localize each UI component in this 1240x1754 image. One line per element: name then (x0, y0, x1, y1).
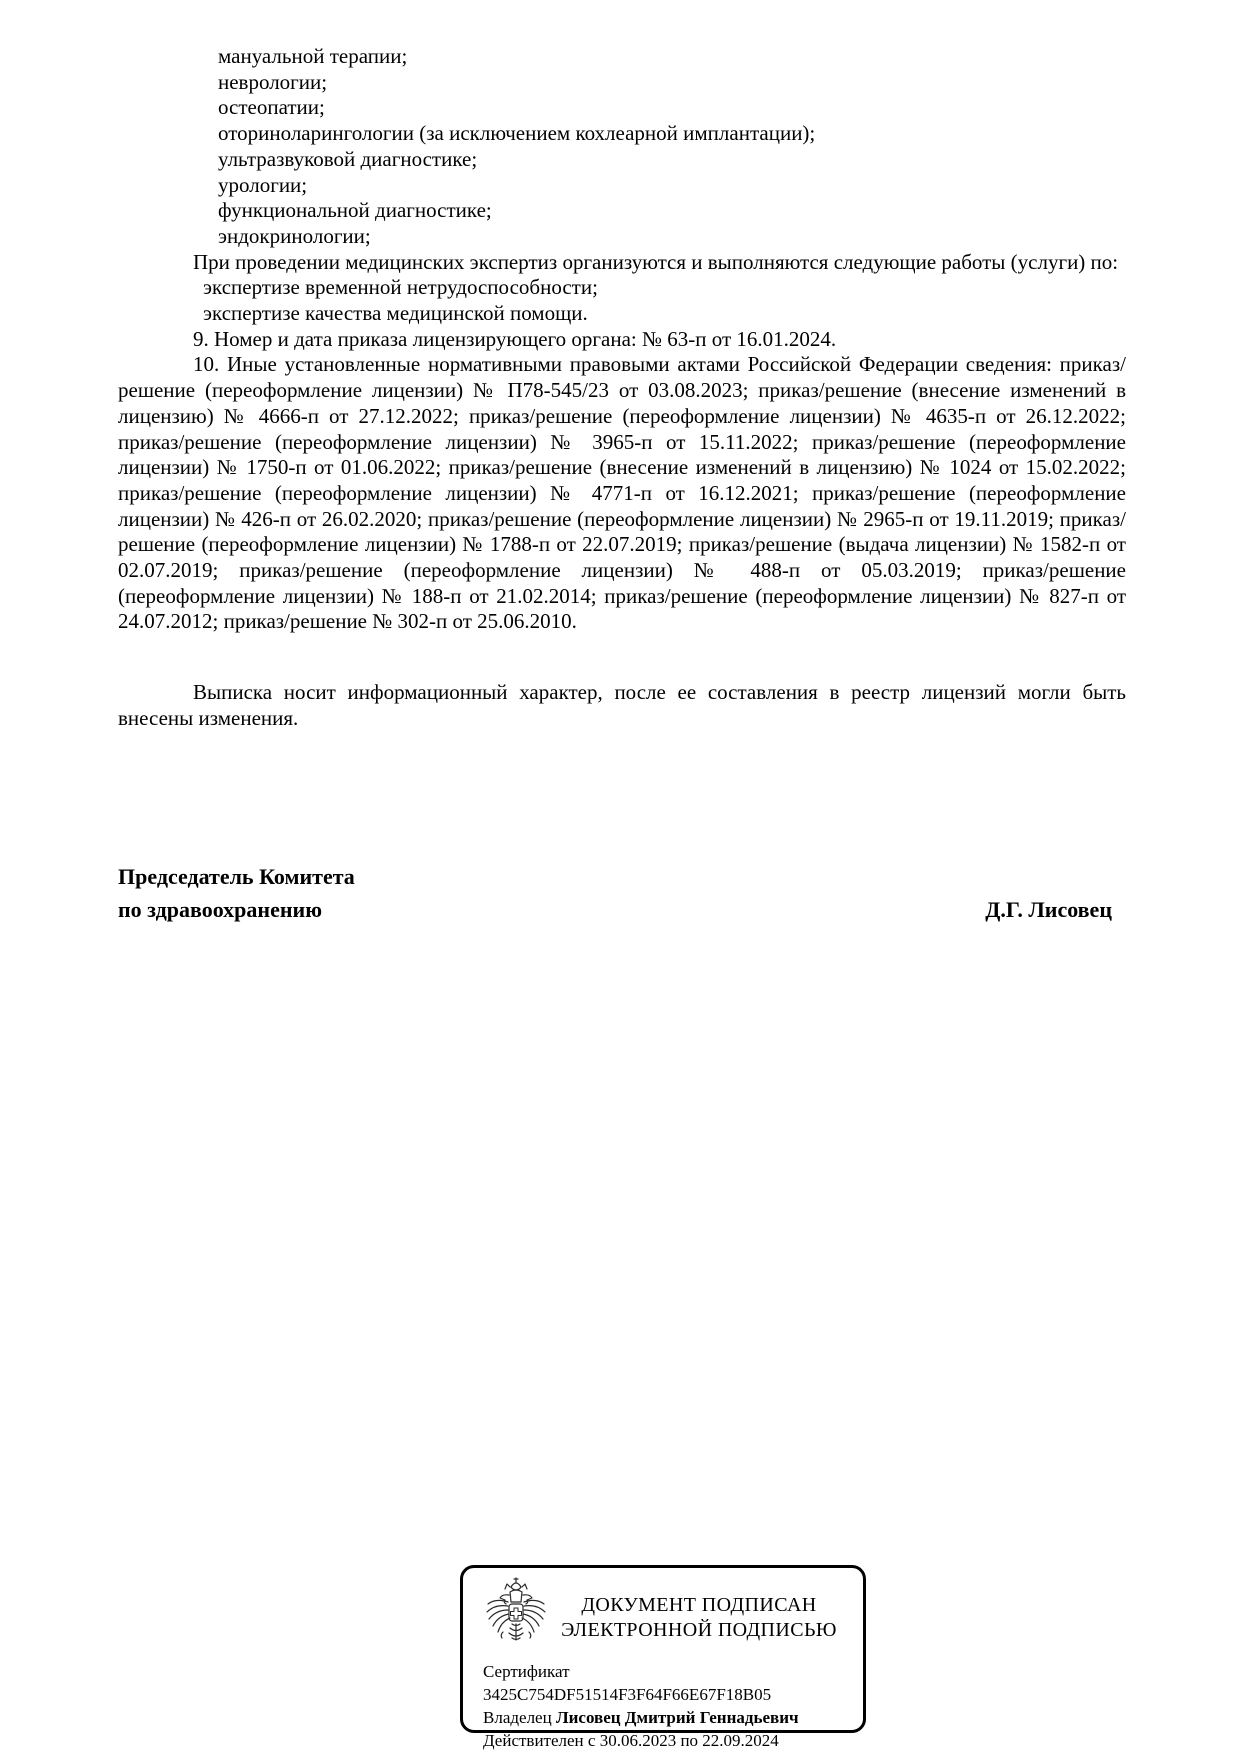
specialty-item: урологии; (218, 172, 308, 197)
document-body (118, 44, 1126, 926)
double-headed-eagle-icon (483, 1576, 549, 1657)
specialty-item: ультразвуковой диагностике; (218, 146, 478, 171)
stamp-title-line1: ДОКУМЕНТ ПОДПИСАН (581, 1593, 817, 1616)
signer-name: Д.Г. Лисовец (985, 896, 1112, 922)
certificate-value: 3425C754DF51514F3F64F66E67F18B05 (483, 1685, 772, 1704)
certificate-line (483, 1660, 849, 1706)
item9-paragraph: 9. Номер и дата приказа лицензирующего органа: № 63-п от 16.01.2024. (193, 326, 837, 351)
specialty-item: неврологии; (218, 69, 328, 94)
certificate-label: Сертификат (483, 1662, 570, 1681)
stamp-title (549, 1593, 849, 1643)
specialty-item: оториноларингологии (за исключением кохлеарной имплантации); (218, 121, 816, 146)
disclaimer-paragraph: Выписка носит информационный характер, после ее составления в реестр лицензий могли быть внесены изменения. (118, 680, 1126, 730)
validity-line: Действителен с 30.06.2023 по 22.09.2024 (483, 1731, 779, 1750)
specialty-item: остеопатии; (218, 95, 325, 120)
signer-title (118, 860, 355, 926)
stamp-title-line2: ЭЛЕКТРОННОЙ ПОДПИСЬЮ (561, 1618, 837, 1641)
specialty-item: мануальной терапии; (218, 44, 408, 68)
owner-name: Лисовец Дмитрий Геннадьевич (555, 1708, 799, 1727)
stamp-details (483, 1660, 849, 1752)
owner-label: Владелец (483, 1708, 552, 1727)
stamp-header (477, 1576, 849, 1657)
signer-title-line1: Председатель Комитета (118, 863, 355, 889)
signature-block (118, 860, 1126, 926)
item10-paragraph: 10. Иные установленные нормативными правовыми актами Российской Федерации сведения: приказ/решение (переоформление лицензии) № П78-545/23 от 03.08.2023; приказ/решение (внесение изменений в лицензию) № 4666-п от 27.12.2022; приказ/решение (переоформление лицензии) № 4635-п от 26.12.2022; приказ/решение (переоформление лицензии) № 3965-п от 15.11.2022; приказ/решение (переоформление лицензии) № 1750-п от 01.06.2022; приказ/решение (внесение изменений в лицензию) № 1024 от 15.02.2022; приказ/решение (переоформление лицензии) № 4771-п от 16.12.2021; приказ/решение (переоформление лицензии) № 426-п от 26.02.2020; приказ/решение (переоформление лицензии) № 2965-п от 19.11.2019; приказ/решение (переоформление лицензии) № 1788-п от 22.07.2019; приказ/решение (выдача лицензии) № 1582-п от 02.07.2019; приказ/решение (переоформление лицензии) № 488-п от 05.03.2019; приказ/решение (переоформление лицензии) № 188-п от 21.02.2014; приказ/решение (переоформление лицензии) № 827-п от 24.07.2012; приказ/решение № 302-п от 25.06.2010. (118, 352, 1126, 634)
digital-signature-stamp (460, 1565, 866, 1750)
expertise-item: экспертизе временной нетрудоспособности; (203, 275, 598, 300)
signer-title-line2: по здравоохранению (118, 896, 323, 922)
expertise-intro-paragraph: При проведении медицинских экспертиз организуются и выполняются следующие работы (услуги) по: (193, 249, 1119, 274)
specialty-item: эндокринологии; (218, 223, 371, 248)
owner-line (483, 1706, 849, 1729)
expertise-item: экспертизе качества медицинской помощи. (203, 301, 588, 326)
specialty-item: функциональной диагностике; (218, 198, 492, 223)
